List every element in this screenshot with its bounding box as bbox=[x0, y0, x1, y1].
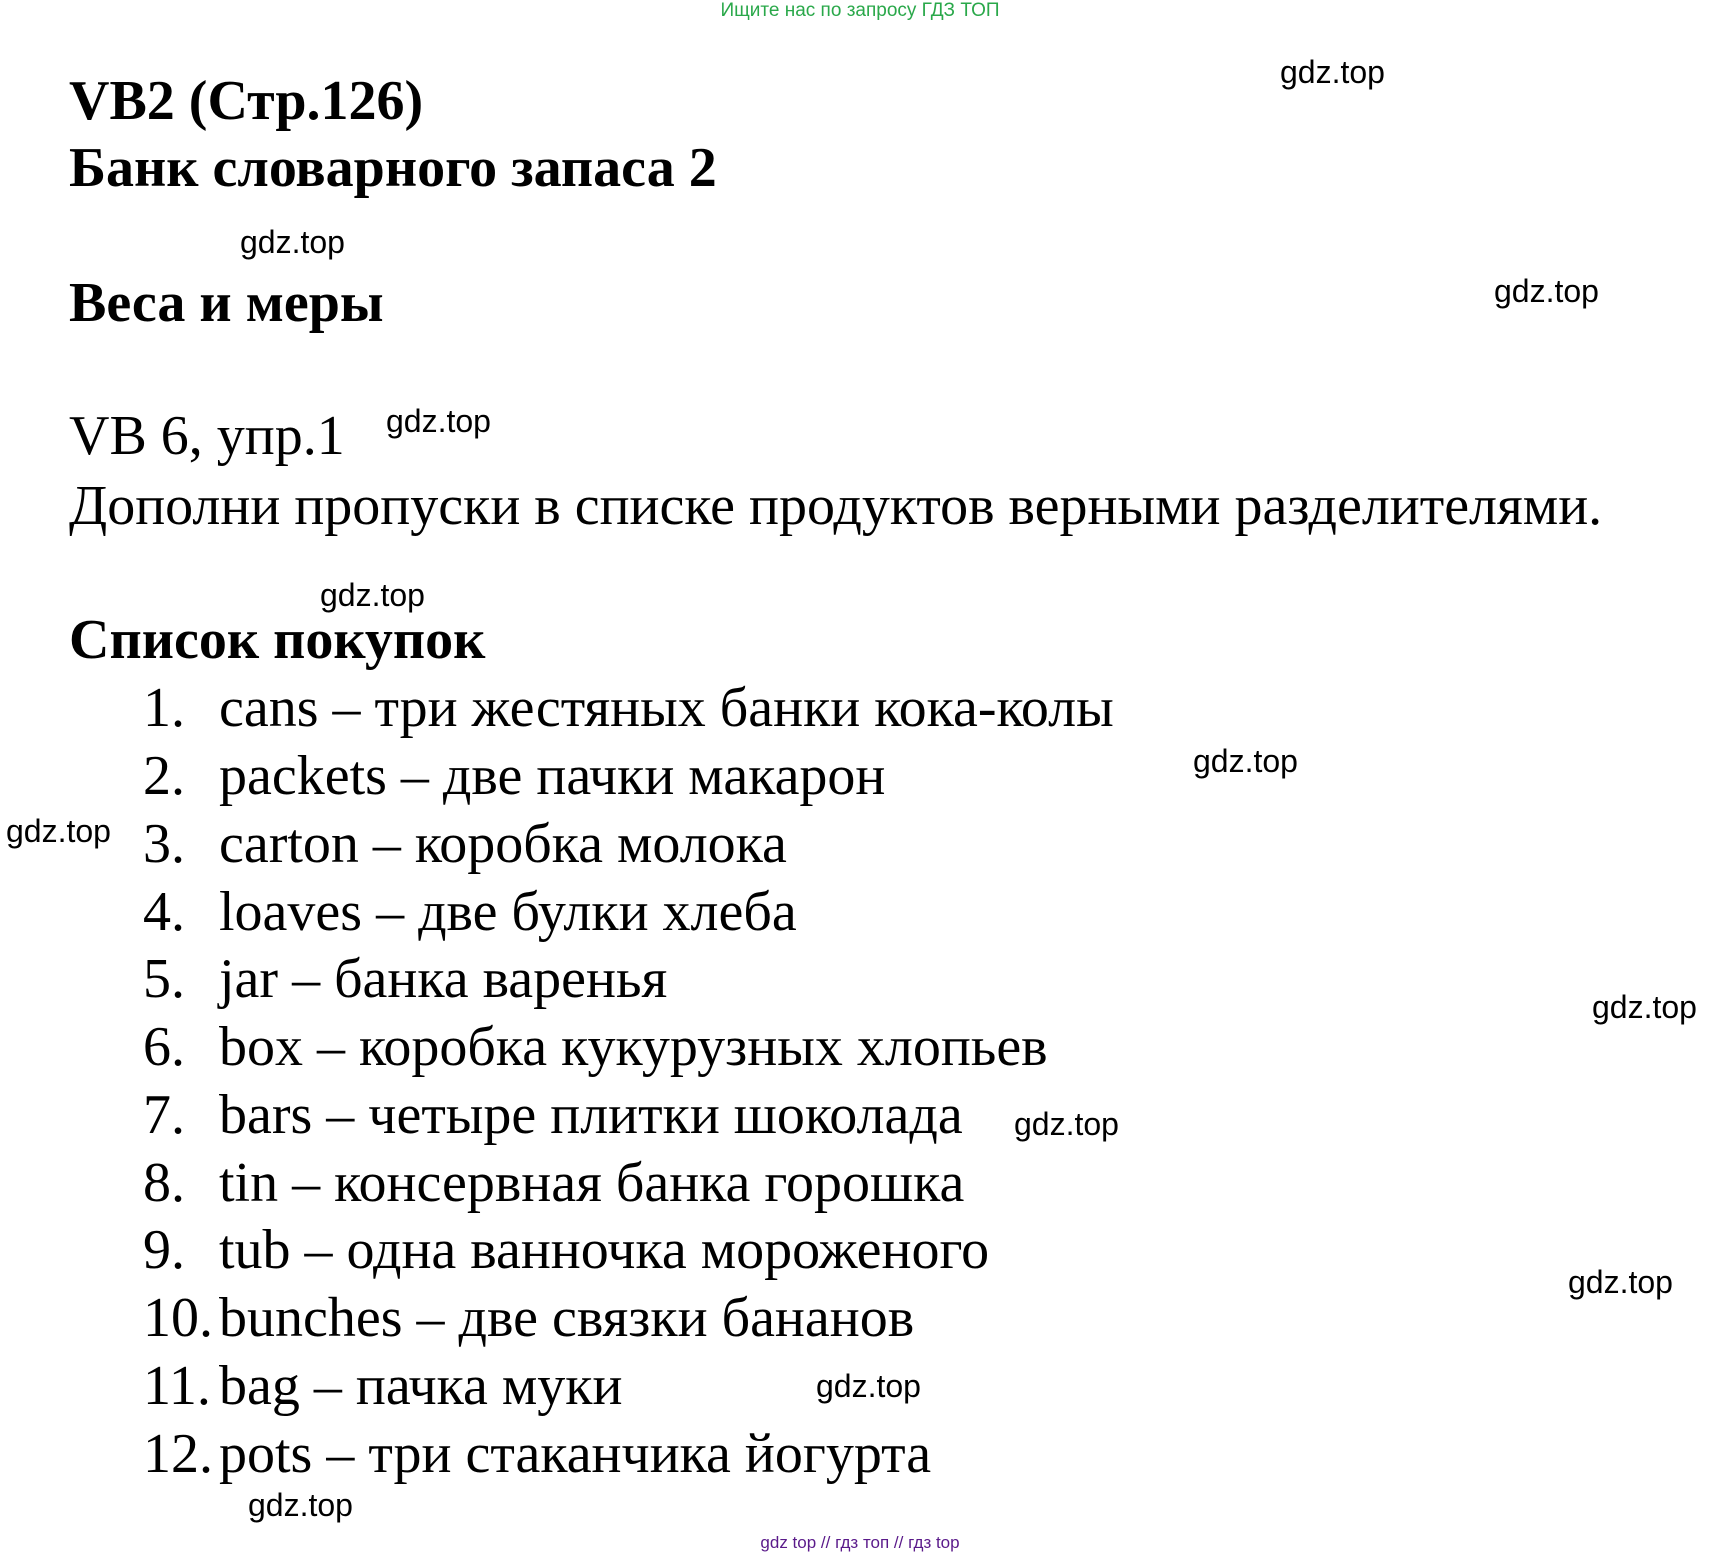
list-item bbox=[143, 1084, 963, 1146]
item-number: 3. bbox=[143, 813, 185, 875]
item-text: pots – три стаканчика йогурта bbox=[219, 1423, 932, 1485]
heading-title: VB2 (Стр.126) bbox=[69, 70, 424, 132]
item-number: 4. bbox=[143, 881, 185, 943]
item-number: 11. bbox=[143, 1355, 211, 1417]
item-number: 2. bbox=[143, 745, 185, 807]
item-text: carton – коробка молока bbox=[219, 813, 787, 875]
list-item bbox=[143, 1152, 965, 1214]
exercise-instruction: Дополни пропуски в списке продуктов верными разделителями. bbox=[69, 475, 1603, 537]
item-number: 12. bbox=[143, 1423, 213, 1485]
item-text: packets – две пачки макарон bbox=[219, 745, 886, 807]
item-number: 5. bbox=[143, 948, 185, 1010]
list-title: Список покупок bbox=[69, 609, 486, 671]
watermark: gdz.top bbox=[1280, 54, 1385, 90]
watermark: gdz.top bbox=[386, 403, 491, 439]
heading-section: Веса и меры bbox=[69, 272, 384, 334]
watermark: gdz.top bbox=[248, 1487, 353, 1523]
item-text: cans – три жестяных банки кока-колы bbox=[219, 677, 1114, 739]
item-text: bars – четыре плитки шоколада bbox=[219, 1084, 963, 1146]
list-item bbox=[143, 813, 787, 875]
item-text: loaves – две булки хлеба bbox=[219, 881, 797, 943]
item-text: jar – банка варенья bbox=[219, 948, 668, 1010]
watermark: gdz.top bbox=[1494, 273, 1599, 309]
list-item bbox=[143, 1016, 1048, 1078]
watermark: gdz.top bbox=[240, 224, 345, 260]
list-item bbox=[143, 1355, 623, 1417]
item-number: 6. bbox=[143, 1016, 185, 1078]
watermark: gdz.top bbox=[816, 1368, 921, 1404]
watermark: gdz.top bbox=[1014, 1106, 1119, 1142]
list-item bbox=[143, 1287, 915, 1349]
item-text: tub – одна ванночка мороженого bbox=[219, 1219, 990, 1281]
item-number: 8. bbox=[143, 1152, 185, 1214]
list-item bbox=[143, 881, 797, 943]
item-number: 10. bbox=[143, 1287, 213, 1349]
item-text: box – коробка кукурузных хлопьев bbox=[219, 1016, 1048, 1078]
list-item bbox=[143, 1423, 932, 1485]
list-item bbox=[143, 677, 1114, 739]
item-number: 7. bbox=[143, 1084, 185, 1146]
bottom-banner: gdz top // гдз топ // гдз top bbox=[760, 1533, 960, 1552]
list-item bbox=[143, 1219, 990, 1281]
list-item bbox=[143, 745, 886, 807]
item-text: bunches – две связки бананов bbox=[219, 1287, 915, 1349]
heading-subtitle: Банк словарного запаса 2 bbox=[69, 137, 717, 199]
watermark: gdz.top bbox=[320, 577, 425, 613]
watermark: gdz.top bbox=[1568, 1264, 1673, 1300]
item-text: bag – пачка муки bbox=[219, 1355, 623, 1417]
list-item bbox=[143, 948, 668, 1010]
watermark: gdz.top bbox=[1592, 989, 1697, 1025]
top-banner: Ищите нас по запросу ГДЗ ТОП bbox=[720, 0, 1000, 21]
item-text: tin – консервная банка горошка bbox=[219, 1152, 965, 1214]
item-number: 9. bbox=[143, 1219, 185, 1281]
item-number: 1. bbox=[143, 677, 185, 739]
exercise-label: VB 6, упр.1 bbox=[69, 405, 345, 467]
watermark: gdz.top bbox=[6, 813, 111, 849]
watermark: gdz.top bbox=[1193, 743, 1298, 779]
